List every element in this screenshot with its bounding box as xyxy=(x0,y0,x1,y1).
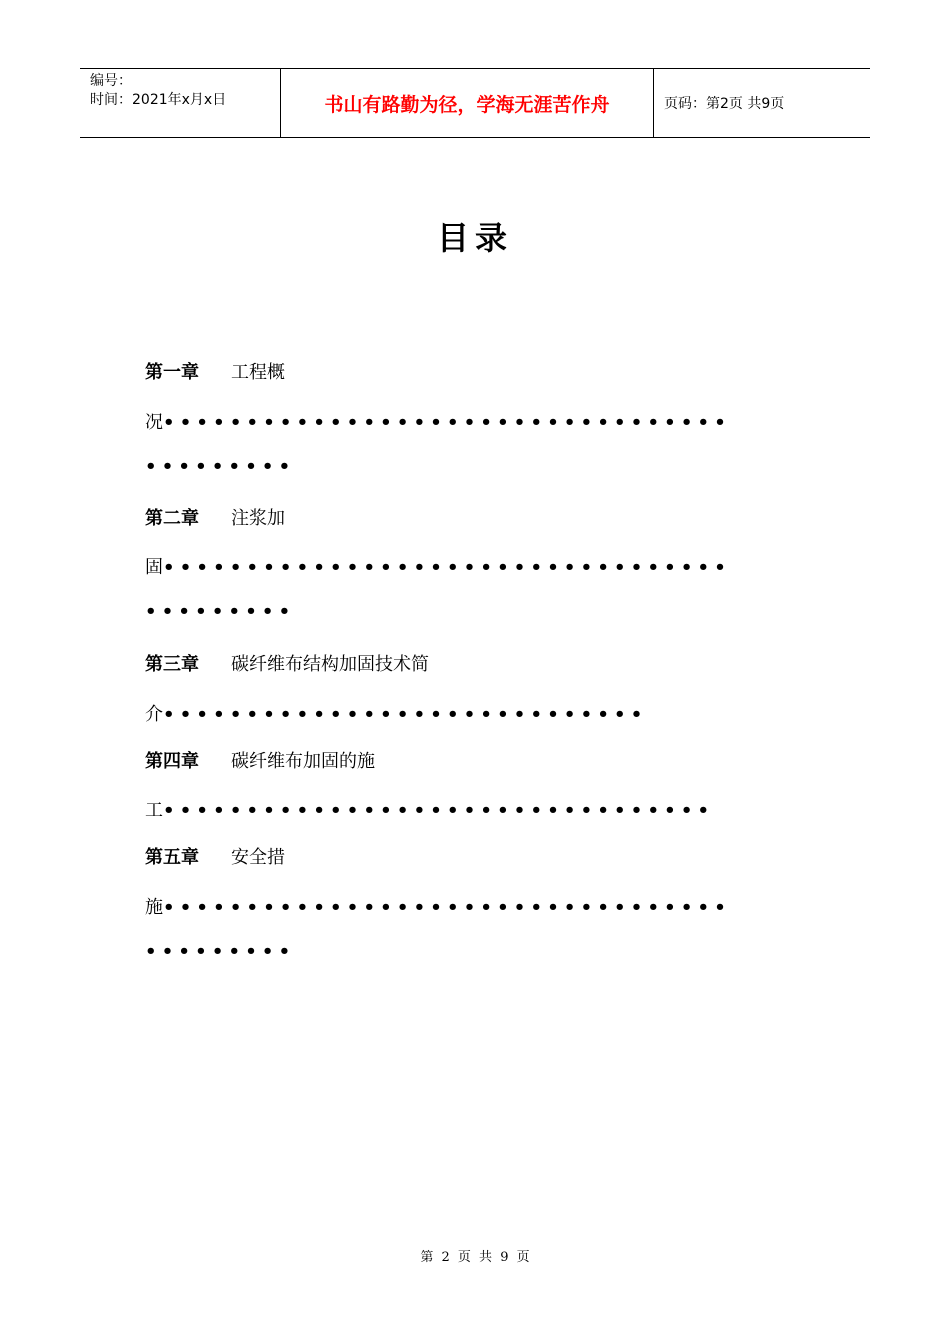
toc-entry-2-continuation xyxy=(145,553,731,579)
toc-chapter-title: 碳纤维布结构加固技术简 xyxy=(231,654,429,675)
toc-title-continuation: 况 xyxy=(145,412,163,433)
toc-entry-3-continuation xyxy=(145,700,647,726)
toc-chapter-label: 第四章 xyxy=(145,751,199,772)
toc-title-continuation: 工 xyxy=(145,800,163,821)
toc-leader-dots: ••••••••• xyxy=(145,941,296,962)
toc-chapter-title: 安全措 xyxy=(231,847,285,868)
document-date-label: 时间：2021年x月x日 xyxy=(90,92,227,108)
toc-entry-2[interactable] xyxy=(145,504,285,530)
toc-entry-2-dots xyxy=(145,601,295,622)
header-meta-cell xyxy=(80,69,281,137)
document-number-label: 编号： xyxy=(90,73,132,89)
toc-entry-1-continuation xyxy=(145,408,731,434)
toc-entry-4[interactable] xyxy=(145,747,375,773)
header-table xyxy=(80,68,870,138)
toc-title-continuation: 施 xyxy=(145,897,163,918)
header-page-info: 页码：第2页 共9页 xyxy=(664,96,785,112)
toc-chapter-label: 第一章 xyxy=(145,362,199,383)
toc-entry-5-continuation xyxy=(145,893,731,919)
toc-entry-5-dots xyxy=(145,941,295,962)
toc-entry-1-dots xyxy=(145,456,295,477)
toc-leader-dots: ••••••••••••••••••••••••••••••••• xyxy=(163,800,715,821)
toc-chapter-label: 第五章 xyxy=(145,847,199,868)
toc-leader-dots: •••••••••••••••••••••••••••••••••• xyxy=(163,557,731,578)
header-motto: 书山有路勤为径，学海无涯苦作舟 xyxy=(281,69,654,137)
toc-title-continuation: 介 xyxy=(145,704,163,725)
toc-chapter-title: 工程概 xyxy=(231,362,285,383)
toc-chapter-title: 碳纤维布加固的施 xyxy=(231,751,375,772)
toc-leader-dots: •••••••••••••••••••••••••••••••••• xyxy=(163,412,731,433)
toc-chapter-title: 注浆加 xyxy=(231,508,285,529)
toc-leader-dots: ••••••••• xyxy=(145,456,296,477)
toc-entry-3[interactable] xyxy=(145,650,429,676)
toc-chapter-label: 第三章 xyxy=(145,654,199,675)
toc-entry-1[interactable] xyxy=(145,358,285,384)
toc-entry-4-continuation xyxy=(145,796,714,822)
toc-entry-5[interactable] xyxy=(145,843,285,869)
page-title: 目录 xyxy=(436,219,513,257)
toc-chapter-label: 第二章 xyxy=(145,508,199,529)
toc-leader-dots: •••••••••••••••••••••••••••••••••• xyxy=(163,897,731,918)
page-footer: 第 2 页 共 9 页 xyxy=(420,1250,530,1265)
toc-leader-dots: ••••••••• xyxy=(145,601,296,622)
toc-title-continuation: 固 xyxy=(145,557,163,578)
toc-leader-dots: ••••••••••••••••••••••••••••• xyxy=(163,704,648,725)
